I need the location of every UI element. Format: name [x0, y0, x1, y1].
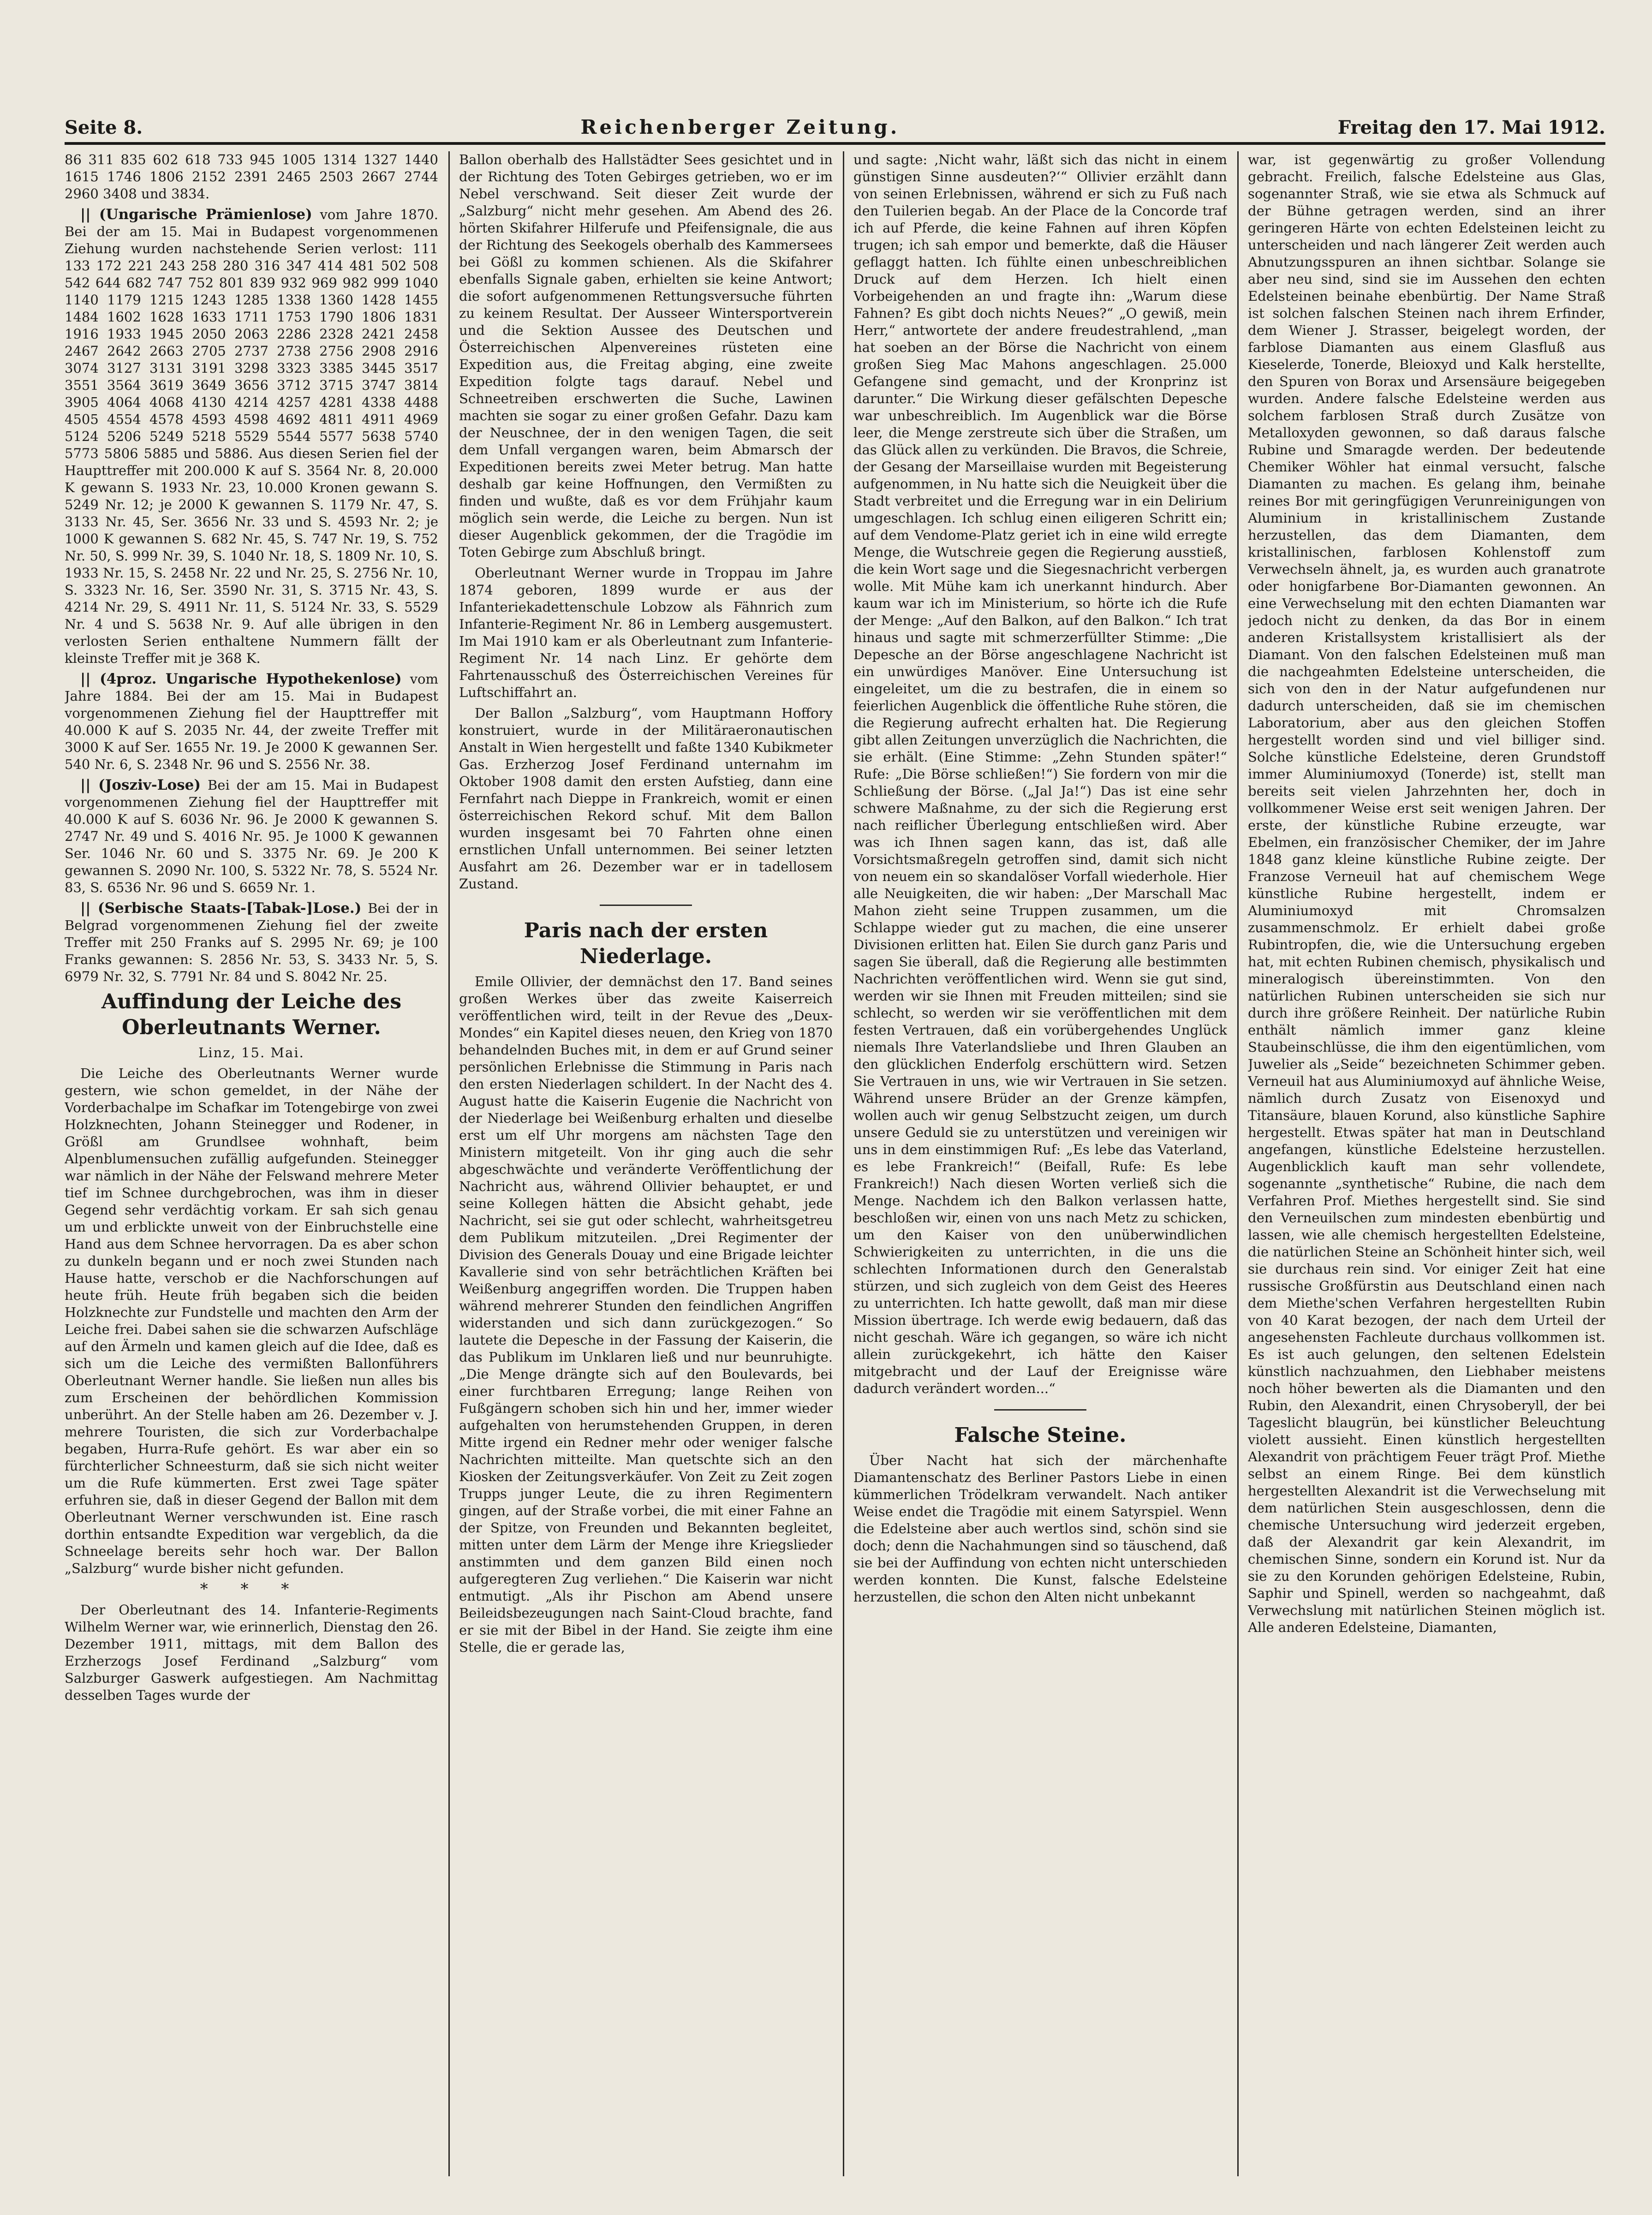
article-paragraph: Der Oberleutnant des 14. Infanterie-Regiments Wilhelm Werner war, wie erinnerlich, Dienstag den 26. Dezember 1911, mittags, mit dem Ballon des Erzherzogs Josef Ferdinand „Salzburg“ vom Salzburger Gaswerk aufgestiegen. Am Nachmittag desselben Tages wurde der — [65, 1602, 438, 1703]
article-paragraph: Die Leiche des Oberleutnants Werner wurde gestern, wie schon gemeldet, in der Nähe der Vorderbachalpe im Schafkar im Totengebirge von zwei Holzknechten, Johann Steinegger und Rodener, in Größl am Grundlsee wohnhaft, beim Alpenblumensuchen zufällig aufgefunden. Steinegger war nämlich in der Nähe der Felswand mehrere Meter tief im Schnee durchgebrochen, was ihm in dieser Gegend sehr verdächtig vorkam. Er sah sich genau um und erblickte unweit von der Einbruchstelle eine Hand aus dem Schnee hervorragen. Da es aber schon zu dunkeln begann und er noch zwei Stunden nach Hause hatte, verschob er die Nachforschungen auf heute früh. Heute früh begaben sich die beiden Holzknechte zur Fundstelle und machten den Arm der Leiche frei. Dabei sahen sie die schwarzen Aufschläge auf den Ärmeln und kamen gleich auf die Idee, daß es sich um die Leiche des vermißten Ballonführers Oberleutnant Werner handle. Sie ließen nun alles bis zum Erscheinen der behördlichen Kommission unberührt. An der Stelle haben am 26. Dezember v. J. mehrere Touristen, die sich zur Vorderbachalpe begaben, Hurra-Rufe gehört. Es war aber ein so fürchterlicher Schneesturm, daß sie sich nicht weiter um die Rufe kümmerten. Erst zwei Tage später erfuhren sie, daß in dieser Gegend der Ballon mit dem Oberleutnant Werner verschwunden ist. Eine rasch dorthin entsandte Expedition war vergeblich, da die Schneelage bereits sehr hoch war. Der Ballon „Salzburg“ wurde bisher nicht gefunden. — [65, 1066, 438, 1576]
article-paragraph: Ballon oberhalb des Hallstädter Sees gesichtet und in der Richtung des Toten Gebirges getrieben, wo er im Nebel verschwand. Seit dieser Zeit wurde der „Salzburg“ nicht mehr gesehen. Am Abend des 26. hörten Skifahrer Hilferufe und Pfeifensignale, die aus der Richtung des Seekogels oberhalb des Kammersees bei Gößl zu kommen schienen. Als die Skifahrer ebenfalls Signale gaben, erhielten sie keine Antwort; die sofort aufgenommenen Rettungsversuche führten zu keinem Resultat. Der Ausseer Wintersportverein und die Sektion Aussee des Deutschen und Österreichischen Alpenvereines rüsteten eine Expedition aus, die Freitag abging, eine zweite Expedition folgte tags darauf. Nebel und Schneetreiben erschwerten die Suche, Lawinen machten sie sogar zu einer großen Gefahr. Dazu kam der Neuschnee, der in den wenigen Tagen, die seit dem Unfall vergangen waren, beim Abmarsch der Expeditionen bereits zwei Meter betrug. Man hatte deshalb gar keine Hoffnungen, den Vermißten zu finden und wußte, daß es vor dem Frühjahr kaum möglich sein werde, die Leiche zu bergen. Nun ist dieser Augenblick gekommen, der die Tragödie im Toten Gebirge zum Abschluß bringt. — [459, 152, 833, 560]
section-text: vom Jahre 1870. Bei der am 15. Mai in Budapest vorgenommenen Ziehung wurden nachstehende Serien verlost: 111 133 172 221 243 258 280 316 347 414 481 502 508 542 644 682 747 752 801 839 932 969 982 999 1040 1140 1179 1215 1243 1285 1338 1360 1428 1455 1484 1602 1628 1633 1711 1753 1790 1806 1831 1916 1933 1945 2050 2063 2286 2328 2421 2458 2467 2642 2663 2705 2737 2738 2756 2908 2916 3074 3127 3131 3191 3298 3323 3385 3445 3517 3551 3564 3619 3649 3656 3712 3715 3747 3814 3905 4064 4068 4130 4214 4257 4281 4338 4488 4505 4554 4578 4593 4598 4692 4811 4911 4969 5124 5206 5249 5218 5529 5544 5577 5638 5740 5773 5806 5885 und 5886. Aus diesen Serien fiel der Haupttreffer mit 200.000 K auf S. 3564 Nr. 8, 20.000 K gewann S. 1933 Nr. 23, 10.000 Kronen gewann S. 5249 Nr. 12; je 2000 K gewannen S. 1179 Nr. 47, S. 3133 Nr. 45, Ser. 3656 Nr. 33 und S. 4593 Nr. 2; je 1000 K gewannen S. 682 Nr. 45, S. 747 Nr. 19, S. 752 Nr. 50, S. 999 Nr. 39, S. 1040 Nr. 18, S. 1809 Nr. 10, S. 1933 Nr. 15, S. 2458 Nr. 22 und Nr. 25, S. 2756 Nr. 10, S. 3323 Nr. 16, Ser. 3590 Nr. 31, S. 3715 Nr. 43, S. 4214 Nr. 29, S. 4911 Nr. 11, S. 5124 Nr. 33, S. 5529 Nr. 4 und S. 5638 Nr. 9. Auf alle übrigen in den verlosten Serien enthaltene Nummern fällt der kleinste Treffer mit je 368 K. — [65, 207, 438, 666]
column-2 — [459, 151, 833, 2176]
issue-date: Freitag den 17. Mai 1912. — [1337, 117, 1605, 138]
article-paragraph: Emile Ollivier, der demnächst den 17. Band seines großen Werkes über das zweite Kaiserreich veröffentlichen wird, teilt in der Revue des „Deux-Mondes“ ein Kapitel dieses neuen, den Krieg von 1870 behandelnden Buches mit, in dem er auf Grund seiner persönlichen Erlebnisse die Stimmung in Paris nach den ersten Niederlagen schildert. In der Nacht des 4. August hatte die Kaiserin Eugenie die Nachricht von der Niederlage bei Weißenburg erhalten und dieselbe erst um elf Uhr morgens am nächsten Tage den Ministern mitgeteilt. Von ihr ging auch die sehr abgeschwächte und veränderte Veröffentlichung der Nachricht aus, während Ollivier behauptet, er und seine Kollegen hätten die Absicht gehabt, jede Nachricht, sei sie gut oder schlecht, wahrheitsgetreu dem Publikum mitzuteilen. „Drei Regimenter der Division des Generals Douay und eine Brigade leichter Kavallerie sind von sehr beträchtlichen Kräften bei Weißenburg angegriffen worden. Die Truppen haben während mehrerer Stunden den feindlichen Angriffen widerstanden und sich dann zurückgezogen.“ So lautete die Depesche in der Fassung der Kaiserin, die das Publikum im Unklaren ließ und nur beunruhigte. „Die Menge drängte sich auf den Boulevards, bei einer furchtbaren Erregung; lange Reihen von Fußgängern schoben sich hin und her, immer wieder aufgehalten von herumstehenden Gruppen, in deren Mitte irgend ein Redner mehr oder weniger falsche Nachrichten mitteilte. Man quetschte sich an den Kiosken der Zeitungsverkäufer. Von Zeit zu Zeit zogen Trupps junger Leute, die zu ihren Regimentern gingen, auf der Straße vorbei, die mit einer Fahne an der Spitze, von Freunden und Bekannten begleitet, mitten unter dem Lärm der Menge ihre Kriegslieder anstimmten und dem ganzen Bild einen noch aufgeregteren Zug verliehen.“ Die Kaiserin war nicht entmutigt. „Als ihr Pischon am Abend unsere Beileidsbezeugungen nach Saint-Cloud brachte, fand er sie mit der Bibel in der Hand. Sie zeigte ihm eine Stelle, die er gerade las, — [459, 974, 833, 1655]
lottery-section-hypothekenlose — [65, 671, 438, 773]
column-rule — [1237, 151, 1239, 2176]
page-number: Seite 8. — [65, 117, 143, 138]
article-headline-paris: Paris nach der ersten Niederlage. — [524, 919, 768, 968]
article-headline-falsche-steine: Falsche Steine. — [954, 1423, 1127, 1447]
column-3 — [853, 151, 1227, 2176]
article-paragraph: Der Ballon „Salzburg“, vom Hauptmann Hoffory konstruiert, wurde in der Militäraeronautischen Anstalt in Wien hergestellt und faßte 1340 Kubikmeter Gas. Erzherzog Josef Ferdinand unternahm im Oktober 1908 damit den ersten Aufstieg, dann eine Fernfahrt nach Dieppe in Frankreich, womit er einen österreichischen Rekord schuf. Mit dem Ballon wurden insgesamt bei 70 Fahrten ohne einen ernstlichen Unfall unternommen. Bei seiner letzten Ausfahrt am 26. Dezember war er in tadellosem Zustand. — [459, 705, 833, 892]
section-text: Bei der am 15. Mai in Budapest vorgenommenen Ziehung fiel der Haupttreffer mit 40.000 K auf S. 6036 Nr. 96. Je 2000 K gewannen S. 2747 Nr. 49 und S. 4016 Nr. 95. Je 1000 K gewannen Ser. 1046 Nr. 60 und S. 3375 Nr. 69. Je 200 K gewannen S. 2090 Nr. 100, S. 5322 Nr. 78, S. 5524 Nr. 83, S. 6536 Nr. 96 und S. 6659 Nr. 1. — [65, 777, 438, 895]
section-title: || (Ungarische Prämienlose) — [80, 206, 312, 223]
column-rule — [448, 151, 450, 2176]
section-text: Bei der in Belgrad vorgenommenen Ziehung fiel der zweite Treffer mit 250 Franks auf S. 2995 Nr. 69; je 100 Franks gewannen: S. 2856 Nr. 53, S. 3433 Nr. 5, S. 6979 Nr. 32, S. 7791 Nr. 84 und S. 8042 Nr. 25. — [65, 900, 438, 984]
column-1 — [65, 151, 438, 2176]
lottery-section-josziv-lose — [65, 777, 438, 896]
section-title: || (4proz. Ungarische Hypothekenlose) — [80, 671, 402, 687]
page-header — [65, 97, 1605, 138]
article-headline-werner: Auffindung der Leiche des Oberleutnants Werner. — [101, 990, 402, 1039]
article-paragraph: Über Nacht hat sich der märchenhafte Diamantenschatz des Berliner Pastors Liebe in einen kümmerlichen Trödelkram verwandelt. Nach antiker Weise endet die Tragödie mit einem Satyrspiel. Wenn die Edelsteine aber auch wertlos sind, schön sind sie doch; denn die Nachahmungen sind so täuschend, daß sie bei der Auffindung von echten nicht unterschieden werden konnten. Die Kunst, falsche Edelsteine herzustellen, die schon den Alten nicht unbekannt — [853, 1453, 1227, 1605]
columns — [65, 151, 1605, 2176]
header-rule — [65, 142, 1605, 145]
section-title: || (Josziv-Lose) — [80, 777, 201, 793]
section-text: vom Jahre 1884. Bei der am 15. Mai in Budapest vorgenommenen Ziehung fiel der Haupttreffer mit 40.000 K auf S. 2035 Nr. 44, der zweite Treffer mit 3000 K auf Ser. 1655 Nr. 19. Je 2000 K gewannen Ser. 540 Nr. 6, S. 2348 Nr. 96 und S. 2556 Nr. 38. — [65, 671, 438, 772]
article-paragraph: und sagte: ‚Nicht wahr, läßt sich das nicht in einem günstigen Sinne ausdeuten?‘“ Ollivier erzählt dann von seinen Erlebnissen, während er sich zu Fuß nach den Tuilerien begab. An der Place de la Concorde traf ich auf Pferde, die keine Fahnen auf ihren Köpfen trugen; ich sah empor und bemerkte, daß die Häuser geflaggt hatten. Ich fühlte einen unbeschreiblichen Druck auf dem Herzen. Ich hielt einen Vorbeigehenden an und fragte ihn: „Warum diese Fahnen? Es gibt doch nichts Neues?“ „O gewiß, mein Herr,“ antwortete der andere freudestrahlend, „man hat soeben an der Börse die Nachricht von einem großen Sieg Mac Mahons angeschlagen. 25.000 Gefangene sind gemacht, und der Kronprinz ist darunter.“ Die Wirkung dieser gefälschten Depesche war unbeschreiblich. Im Augenblick war die Börse leer, die Menge zerstreute sich über die Straßen, um das Glück allen zu verkünden. Die Bravos, die Schreie, der Gesang der Marseillaise wurden mit Begeisterung aufgenommen, in Nu hatte sich die Neuigkeit über die Stadt verbreitet und die Erregung war in ein Delirium umgeschlagen. Ich schlug einen eiligeren Schritt ein; auf dem Vendome-Platz geriet ich in eine wild erregte Menge, die Wutschreie gegen die Regierung ausstieß, die kein Wort sage und die Siegesnachricht verbergen wolle. Mit Mühe kam ich unerkannt hindurch. Aber kaum war ich im Ministerium, so hörte ich die Rufe der Menge: „Auf den Balkon, auf den Balkon.“ Ich trat hinaus und sagte mit schmerzerfüllter Stimme: „Die Depesche an der Börse angeschlagene Nachricht ist ein unwürdiges Manöver. Eine Untersuchung ist eingeleitet, um die zu bestrafen, die in einem so feierlichen Augenblick die öffentliche Ruhe stören, die die Regierung aufrecht erhalten hat. Die Regierung gibt allen Zeitungen unverzüglich die Nachrichten, die sie erhält. (Eine Stimme: „Zehn Stunden später!“ Rufe: „Die Börse schließen!“) Sie fordern von mir die Schließung der Börse. („Jal Ja!“) Das ist eine sehr schwere Maßnahme, zu der sich die Regierung erst nach reiflicher Überlegung entschließen wird. Aber was ich Ihnen sagen kann, das ist, daß alle Vorsichtsmaßregeln getroffen sind, damit sich nicht von neuem ein so skandalöser Vorfall wiederhole. Hier alle Neuigkeiten, die wir haben: „Der Marschall Mac Mahon zieht seine Truppen zusammen, um die Schlappe wieder gut zu machen, die eine unserer Divisionen erlitten hat. Eilen Sie durch ganz Paris und sagen Sie überall, daß die Regierung alle bestimmten Nachrichten veröffentlichen wird. Wenn sie gut sind, werden wir sie Ihnen mit Freuden mitteilen; sind sie schlecht, so werden wir sie veröffentlichen mit dem festen Vertrauen, daß ein vorübergehendes Unglück niemals Ihre Vaterlandsliebe und Ihren Glauben an den glücklichen Enderfolg erschüttern wird. Setzen Sie Vertrauen in uns, wie wir Vertrauen in Sie setzen. Während unsere Brüder an der Grenze kämpfen, wollen auch wir genug Selbstzucht zeigen, um durch unsere Geduld sie zu unterstützen und vereinigen wir uns in dem einstimmigen Ruf: „Es lebe das Vaterland, es lebe Frankreich!“ (Beifall, Rufe: Es lebe Frankreich!) Nach diesen Worten verließ sich die Menge. Nachdem ich den Balkon verlassen hatte, beschloßen wir, einen von uns nach Metz zu schicken, um den Kaiser von den unüberwindlichen Schwierigkeiten zu unterrichten, in die uns die schlechten Informationen durch den Generalstab stürzen, und sich zugleich von dem Geist des Heeres zu unterrichten. Ich hatte gewollt, daß man mir diese Mission übertrage. Ich werde ewig bedauern, daß das nicht geschah. Wäre ich gegangen, so wäre ich nicht allein zurückgekehrt, ich hätte den Kaiser mitgebracht und der Lauf der Ereignisse wäre dadurch verändert worden...“ — [853, 152, 1227, 1396]
column-rule — [843, 151, 844, 2176]
article-separator — [600, 905, 692, 906]
lottery-section-ungarische-praemienlose — [65, 206, 438, 667]
masthead-title: Reichenberger Zeitung. — [580, 116, 900, 138]
article-paragraph: war, ist gegenwärtig zu großer Vollendung gebracht. Freilich, falsche Edelsteine aus Glas, sogenannter Straß, wie sie etwa als Schmuck auf der Bühne getragen werden, sind an ihrer geringeren Härte von echten Edelsteinen leicht zu unterscheiden und nach längerer Zeit werden auch Abnutzungsspuren an ihnen sichtbar. Solange sie aber neu sind, sind sie im Aussehen den echten Edelsteinen beinahe ebenbürtig. Der Name Straß ist solchen falschen Steinen nach ihrem Erfinder, dem Wiener J. Strasser, beigelegt worden, der farblose Diamanten aus einem Glasfluß aus Kieselerde, Tonerde, Bleioxyd und Kalk herstellte, den Spuren von Borax und Arsensäure beigegeben wurden. Andere falsche Edelsteine werden aus solchem farblosen Straß durch Zusätze von Metalloxyden gewonnen, so daß daraus falsche Rubine und Smaragde werden. Der bedeutende Chemiker Wöhler hat einmal versucht, falsche Diamanten zu machen. Es gelang ihm, beinahe reines Bor mit geringfügigen Verunreinigungen von Aluminium in kristallinischem Zustande herzustellen, das dem Diamanten, dem kristallinischen, farblosen Kohlenstoff zum Verwechseln ähnelt, ja, es wurden auch granatrote oder honigfarbene Bor-Diamanten gewonnen. An eine Verwechselung mit den echten Diamanten war jedoch nicht zu denken, da das Bor in einem anderen Kristallsystem kristallisiert als der Diamant. Von den falschen Edelsteinen muß man die nachgeahmten Edelsteine unterscheiden, die sich von den in der Natur aufgefundenen nur dadurch unterscheiden, daß sie im chemischen Laboratorium, aber aus den gleichen Stoffen hergestellt worden sind und viel billiger sind. Solche künstliche Edelsteine, deren Grundstoff immer Aluminiumoxyd (Tonerde) ist, stellt man bereits seit vielen Jahrzehnten her, doch in vollkommener Weise erst seit wenigen Jahren. Der erste, der künstliche Rubine erzeugte, war Ebelmen, ein französischer Chemiker, der im Jahre 1848 ganz kleine künstliche Rubine zeigte. Der Franzose Verneuil hat auf chemischem Wege künstliche Rubine hergestellt, indem er Aluminiumoxyd mit Chromsalzen zusammenschmolz. Er erhielt dabei große Rubintropfen, die, wie die Untersuchung ergeben hat, mit echten Rubinen chemisch, physikalisch und mineralogisch übereinstimmten. Von den natürlichen Rubinen unterscheiden sie sich nur durch ihre größere Reinheit. Der natürliche Rubin enthält nämlich immer ganz kleine Staubeinschlüsse, die ihm den eigentümlichen, vom Juwelier als „Seide“ bezeichneten Schimmer geben. Verneuil hat aus Aluminiumoxyd auf ähnliche Weise, nämlich durch Zusatz von Eisenoxyd und Titansäure, blauen Korund, also künstliche Saphire hergestellt. Etwas später hat man in Deutschland angefangen, künstliche Edelsteine herzustellen. Augenblicklich kauft man sehr vollendete, sogenannte „synthetische“ Rubine, die nach dem Verfahren Prof. Miethes hergestellt sind. Sie sind den Verneuilschen zum mindesten ebenbürtig und lassen, wie alle chemisch hergestellten Edelsteine, die natürlichen Steine an Schönheit hinter sich, weil sie durchaus rein sind. Vor einiger Zeit hat eine russische Großfürstin aus Deutschland einen nach dem Miethe'schen Verfahren hergestellten Rubin von 40 Karat bezogen, der nach dem Urteil der angesehensten Fachleute durchaus vollkommen ist. Es ist auch gelungen, den seltenen Edelstein künstlich nachzuahmen, den Liebhaber meistens noch höher bewerten als die Diamanten und den Rubin, den Alexandrit, einen Chrysoberyll, der bei Tageslicht blaugrün, bei künstlicher Beleuchtung violett aussieht. Einen künstlich hergestellten Alexandrit von prächtigem Feuer trägt Prof. Miethe selbst an einem Ringe. Bei dem künstlich hergestellten Alexandrit ist die Verwechselung mit dem natürlichen Stein ausgeschlossen, denn die chemische Untersuchung wird jederzeit ergeben, daß der Alexandrit gar kein Alexandrit, im chemischen Sinne, sondern ein Korund ist. Nur da sie zu den Korunden gehörigen Edelsteine, Rubin, Saphir und Spinell, werden so nachgeahmt, daß Verwechslung mit natürlichen Steinen möglich ist. Alle anderen Edelsteine, Diamanten, — [1248, 152, 1605, 1635]
article-separator — [994, 1409, 1086, 1411]
section-divider-stars: * * * — [200, 1580, 303, 1598]
article-paragraph: Oberleutnant Werner wurde in Troppau im Jahre 1874 geboren, 1899 wurde er aus der Infanteriekadettenschule Lobzow als Fähnrich zum Infanterie-Regiment Nr. 86 in Lemberg ausgemustert. Im Mai 1910 kam er als Oberleutnant zum Infanterie-Regiment Nr. 14 nach Linz. Er gehörte dem Fahrtenausschuß des Österreichischen Vereines für Luftschiffahrt an. — [459, 565, 833, 700]
lottery-numbers-continued: 86 311 835 602 618 733 945 1005 1314 1327 1440 1615 1746 1806 2152 2391 2465 2503 2667 2744 2960 3408 und 3834. — [65, 152, 438, 202]
section-title: || (Serbische Staats-[Tabak-]Lose.) — [80, 900, 362, 917]
column-4 — [1248, 151, 1605, 2176]
article-dateline: Linz, 15. Mai. — [198, 1045, 304, 1060]
newspaper-page — [65, 97, 1605, 2182]
lottery-section-serbische-lose — [65, 900, 438, 985]
